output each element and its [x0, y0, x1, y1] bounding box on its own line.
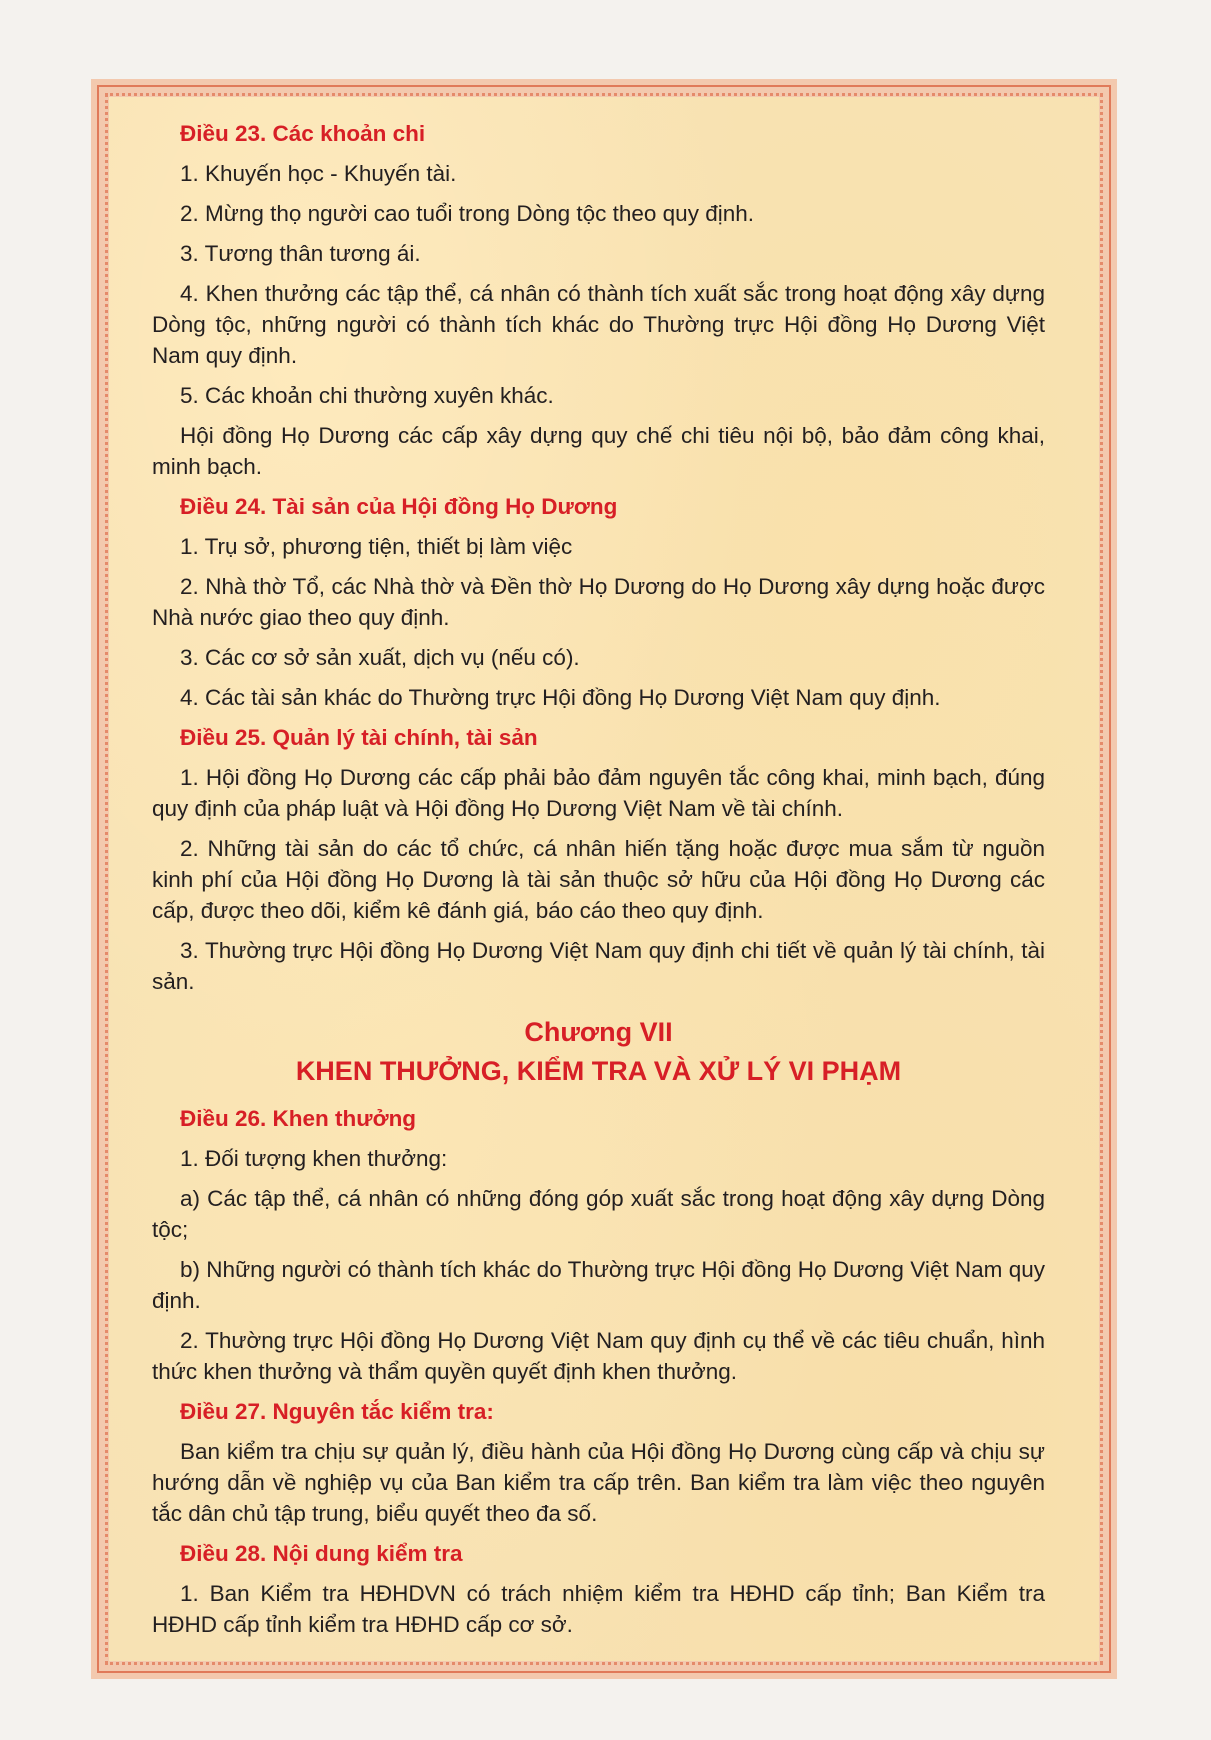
- chapter-number: Chương VII: [524, 1017, 673, 1047]
- paragraph: Hội đồng Họ Dương các cấp xây dựng quy chế chi tiêu nội bộ, bảo đảm công khai, minh bạch.: [152, 423, 1045, 479]
- paragraph: 1. Khuyến học - Khuyến tài.: [180, 161, 457, 186]
- paragraph: 3. Các cơ sở sản xuất, dịch vụ (nếu có).: [180, 645, 580, 670]
- paragraph: 2. Nhà thờ Tổ, các Nhà thờ và Đền thờ Họ Dương do Họ Dương xây dựng hoặc được Nhà nước giao theo quy định.: [152, 574, 1045, 630]
- chapter-title: [152, 1013, 1045, 1091]
- article-heading: Điều 23. Các khoản chi: [180, 121, 426, 146]
- paragraph: 2. Những tài sản do các tổ chức, cá nhân hiến tặng hoặc được mua sắm từ nguồn kinh phí của Hội đồng Họ Dương là tài sản thuộc sở hữu của Hội đồng Họ Dương các cấp, được theo dõi, kiểm kê đánh giá, báo cáo theo quy định.: [152, 836, 1045, 923]
- article-heading: Điều 27. Nguyên tắc kiểm tra:: [180, 1399, 494, 1424]
- article-heading: Điều 25. Quản lý tài chính, tài sản: [180, 725, 538, 750]
- article-heading: Điều 28. Nội dung kiểm tra: [180, 1541, 463, 1566]
- paragraph: a) Các tập thể, cá nhân có những đóng góp xuất sắc trong hoạt động xây dựng Dòng tộc;: [152, 1186, 1045, 1242]
- paragraph: 3. Thường trực Hội đồng Họ Dương Việt Nam quy định chi tiết về quản lý tài chính, tài sản.: [152, 938, 1045, 994]
- paragraph: 4. Các tài sản khác do Thường trực Hội đồng Họ Dương Việt Nam quy định.: [180, 685, 941, 710]
- paragraph: 1. Đối tượng khen thưởng:: [180, 1146, 448, 1171]
- paragraph: b) Những người có thành tích khác do Thường trực Hội đồng Họ Dương Việt Nam quy định.: [152, 1257, 1045, 1313]
- paragraph: 1. Trụ sở, phương tiện, thiết bị làm việc: [180, 534, 573, 559]
- paragraph: 2. Thường trực Hội đồng Họ Dương Việt Nam quy định cụ thể về các tiêu chuẩn, hình thức khen thưởng và thẩm quyền quyết định khen thưởng.: [152, 1328, 1045, 1384]
- paragraph: 4. Khen thưởng các tập thể, cá nhân có thành tích xuất sắc trong hoạt động xây dựng Dòng tộc, những người có thành tích khác do Thường trực Hội đồng Họ Dương Việt Nam quy định.: [152, 281, 1045, 368]
- paragraph: 3. Tương thân tương ái.: [180, 241, 421, 266]
- paragraph: 5. Các khoản chi thường xuyên khác.: [180, 383, 554, 408]
- paragraph: 1. Hội đồng Họ Dương các cấp phải bảo đảm nguyên tắc công khai, minh bạch, đúng quy định của pháp luật và Hội đồng Họ Dương Việt Nam về tài chính.: [152, 765, 1045, 821]
- chapter-heading: KHEN THƯỞNG, KIỂM TRA VÀ XỬ LÝ VI PHẠM: [295, 1056, 902, 1086]
- paragraph: 2. Mừng thọ người cao tuổi trong Dòng tộc theo quy định.: [180, 201, 754, 226]
- article-heading: Điều 24. Tài sản của Hội đồng Họ Dương: [180, 494, 618, 519]
- document-body: [152, 118, 1045, 1649]
- paragraph: 1. Ban Kiểm tra HĐHDVN có trách nhiệm kiểm tra HĐHD cấp tỉnh; Ban Kiểm tra HĐHD cấp tỉnh kiểm tra HĐHD cấp cơ sở.: [152, 1581, 1045, 1637]
- article-heading: Điều 26. Khen thưởng: [180, 1106, 417, 1131]
- paragraph: Ban kiểm tra chịu sự quản lý, điều hành của Hội đồng Họ Dương cùng cấp và chịu sự hướng dẫn về nghiệp vụ của Ban kiểm tra cấp trên. Ban kiểm tra làm việc theo nguyên tắc dân chủ tập trung, biểu quyết theo đa số.: [152, 1439, 1045, 1526]
